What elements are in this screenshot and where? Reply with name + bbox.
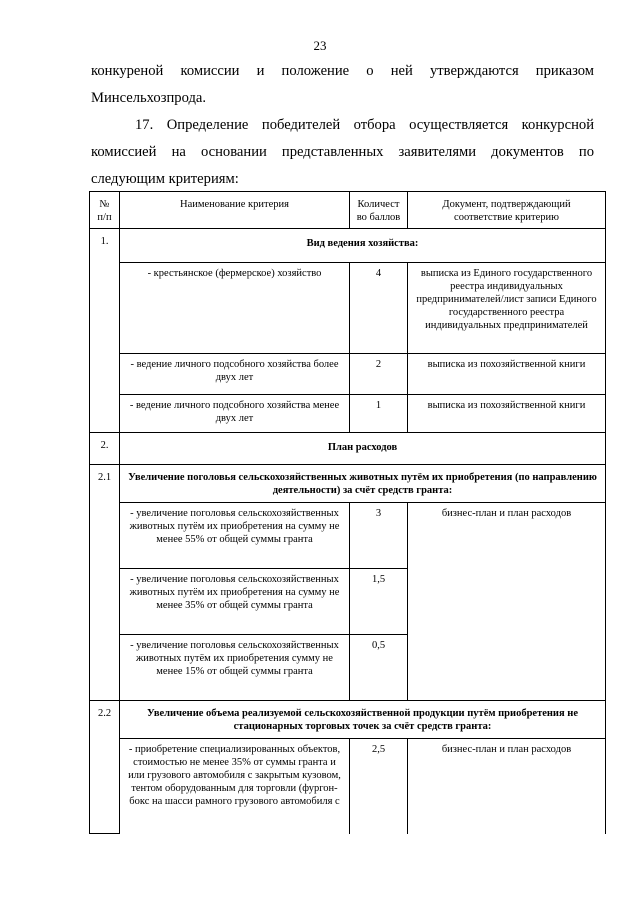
table-row (90, 503, 606, 569)
section-title: План расходов (120, 433, 606, 465)
section-number: 2.2 (90, 701, 120, 834)
section-number: 1. (90, 229, 120, 433)
section-title: Увеличение объема реализуемой сельскохозяйственной продукции путём приобретения не стационарных торговых точек за счёт средств гранта: (120, 701, 606, 739)
criterion-points: 4 (350, 263, 408, 354)
header-name: Наименование критерия (120, 192, 350, 229)
criterion-name: - увеличение поголовья сельскохозяйственных животных путём их приобретения на сумму не менее 55% от общей суммы гранта (120, 503, 350, 569)
criterion-document: выписка из похозяйственной книги (408, 395, 606, 433)
criterion-points: 1 (350, 395, 408, 433)
header-points: Количест во баллов (350, 192, 408, 229)
criteria-table (89, 191, 606, 834)
criterion-document: бизнес-план и план расходов (408, 503, 606, 701)
criterion-document: бизнес-план и план расходов (408, 739, 606, 834)
criterion-name: - приобретение специализированных объектов, стоимостью не менее 35% от суммы гранта и или грузового автомобиля с закрытым кузовом, тентом оборудованным для торговли (фургон-бокс на шасси рамного грузового автомобиля с (120, 739, 350, 834)
criterion-name: - увеличение поголовья сельскохозяйственных животных путём их приобретения сумму не менее 15% от общей суммы гранта (120, 635, 350, 701)
criterion-name: - ведение личного подсобного хозяйства менее двух лет (120, 395, 350, 433)
section-row (90, 229, 606, 263)
criterion-document: выписка из Единого государственного реестра индивидуальных предпринимателей/лист записи Единого государственного реестра индивидуальных предпринимателей (408, 263, 606, 354)
section-title: Вид ведения хозяйства: (120, 229, 606, 263)
intro-paragraph-2: 17. Определение победителей отбора осуществляется конкурсной комиссией на основании представленных заявителями документов по следующим критериям: (91, 117, 594, 187)
criterion-points: 0,5 (350, 635, 408, 701)
page-number: 23 (313, 38, 327, 53)
criterion-points: 2,5 (350, 739, 408, 834)
criterion-points: 1,5 (350, 569, 408, 635)
section-row (90, 465, 606, 503)
table-row (90, 739, 606, 834)
section-row (90, 433, 606, 465)
criterion-name: - увеличение поголовья сельскохозяйственных животных путём их приобретения на сумму не менее 35% от общей суммы гранта (120, 569, 350, 635)
criterion-name: - крестьянское (фермерское) хозяйство (120, 263, 350, 354)
section-number: 2.1 (90, 465, 120, 701)
intro-paragraph-1: конкуреной комиссии и положение о ней утверждаются приказом Минсельхозпрода. (91, 63, 594, 106)
table-row (90, 354, 606, 395)
criterion-points: 2 (350, 354, 408, 395)
header-num: № п/п (90, 192, 120, 229)
header-doc: Документ, подтверждающий соответствие критерию (408, 192, 606, 229)
section-row (90, 701, 606, 739)
criterion-points: 3 (350, 503, 408, 569)
table-row (90, 263, 606, 354)
section-title: Увеличение поголовья сельскохозяйственных животных путём их приобретения (по направлению деятельности) за счёт средств гранта: (120, 465, 606, 503)
criterion-document: выписка из похозяйственной книги (408, 354, 606, 395)
table-row (90, 395, 606, 433)
criterion-name: - ведение личного подсобного хозяйства более двух лет (120, 354, 350, 395)
section-number: 2. (90, 433, 120, 465)
table-header-row (90, 192, 606, 229)
